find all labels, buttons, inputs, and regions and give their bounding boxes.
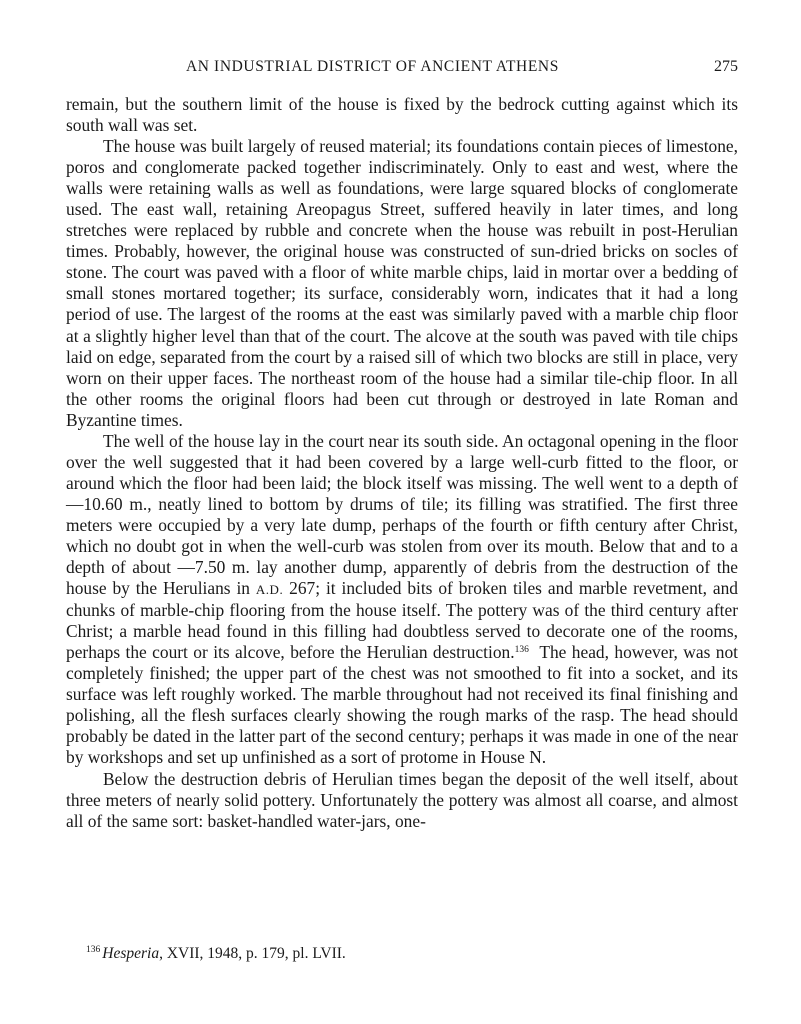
running-title: AN INDUSTRIAL DISTRICT OF ANCIENT ATHENS [186,58,559,75]
paragraph-4: Below the destruction debris of Herulian times began the deposit of the well itself, about three meters of nearly solid pottery. Unfortunately the pottery was almost all coarse, and almost all of the same sort: basket-handled water-jars, one- [66,768,738,831]
footnote-number: 136 [86,945,101,955]
paragraph-3-text-a: The well of the house lay in the court near its south side. An octagonal opening in the floor over the well suggested that it had been covered by a large well-curb fitted to the floor, or around which the floor had been laid; the block itself was missing. The well went to a depth of —10.60 m., neatly lined to bottom by drums of tile; its filling was stratified. The first three meters were occupied by a very late dump, perhaps of the fourth or fifth century after Christ, which no doubt got in when the well-curb was stolen from over its mouth. Below that and to a depth of about —7.50 m. lay another dump, apparently of debris from the destruction of the house by the Herulians in [66,430,738,599]
footnote [86,944,726,963]
footnote-citation: , XVII, 1948, p. 179, pl. LVII. [159,945,346,962]
page-number: 275 [714,58,738,75]
paragraph-3-text-b: 267; it included bits of broken tiles and marble revetment, and chunks of marble-chip flooring from the house itself. The pottery was of the third century after Christ; a marble head found in this filling had doubtless served to decorate one of the rooms, perhaps the court or its alcove, before the Herulian destruction. [66,578,738,663]
era-abbreviation: A.D. [255,582,284,598]
footnote-journal: Hesperia [102,945,160,962]
body-text [66,94,738,832]
footnote-reference[interactable]: 136 [514,645,529,656]
paragraph-3-text-c: The head, however, was not completely finished; the upper part of the chest was not smoothed to fit into a socket, and its surface was left roughly worked. The marble throughout had not received its final finishing and polishing, all the flesh surfaces clearly showing the rough marks of the rasp. The head should probably be dated in the latter part of the second century; perhaps it was made in one of the near by workshops and set up unfinished as a sort of protome in House N. [66,642,738,768]
paragraph-3 [66,431,738,769]
paragraph-2: The house was built largely of reused material; its foundations contain pieces of limestone, poros and conglomerate packed together indiscriminately. Only to east and west, where the walls were retaining walls as well as foundations, were large squared blocks of conglomerate used. The east wall, retaining Areopagus Street, suffered heavily in later times, and long stretches were replaced by rubble and concrete when the house was rebuilt in post-Herulian times. Probably, however, the original house was constructed of sun-dried bricks on socles of stone. The court was paved with a floor of white marble chips, laid in mortar over a bedding of small stones mortared together; its surface, considerably worn, indicates that it had a long period of use. The largest of the rooms at the east was similarly paved with a marble chip floor at a slightly higher level than that of the court. The alcove at the south was paved with tile chips laid on edge, separated from the court by a raised sill of which two blocks are still in place, very worn on their upper faces. The northeast room of the house had a similar tile-chip floor. In all the other rooms the original floors had been cut through or destroyed in late Roman and Byzantine times. [66,136,738,430]
paragraph-1: remain, but the southern limit of the house is fixed by the bedrock cutting against which its south wall was set. [66,94,738,136]
page [66,0,738,1024]
running-head [66,58,738,80]
